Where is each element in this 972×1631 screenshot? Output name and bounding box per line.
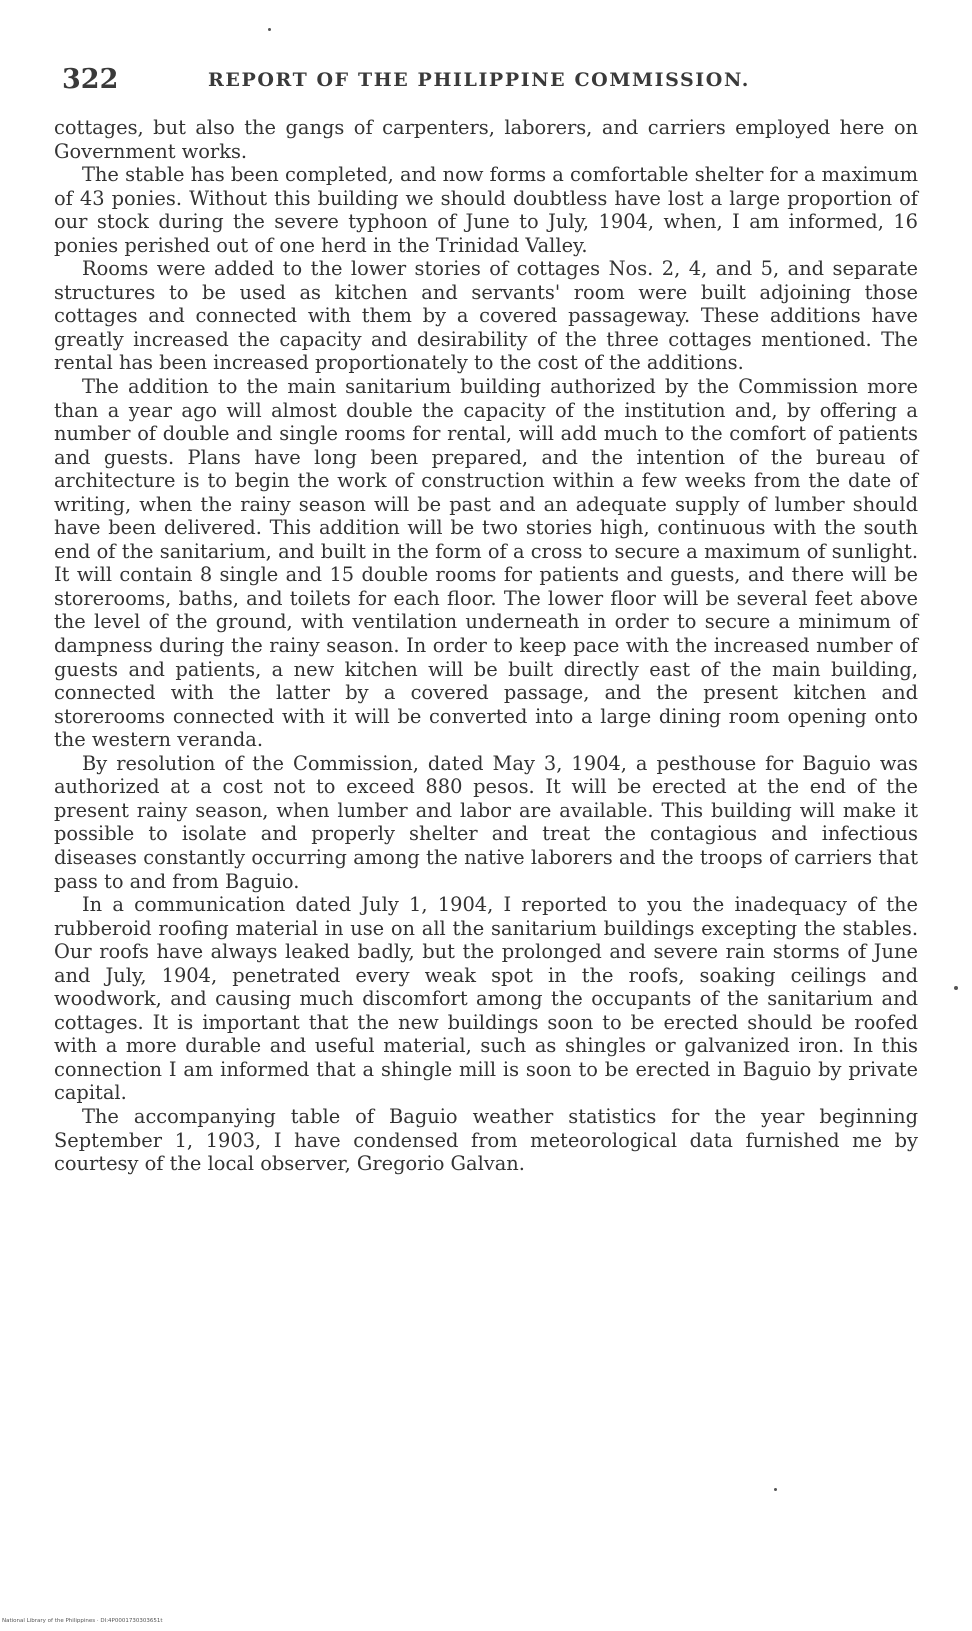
- body-text: [54, 116, 918, 1176]
- running-title: REPORT OF THE PHILIPPINE COMMISSION.: [208, 69, 750, 91]
- paragraph-sanitarium-addition: The addition to the main sanitarium building authorized by the Commission more than a year ago will almost double the capacity of the institution and, by offering a number of double and single rooms for rental, will add much to the comfort of patients and guests. Plans have long been prepared, and the intention of the bureau of architecture is to begin the work of construction within a few weeks from the date of writing, when the rainy season will be past and an adequate supply of lumber should have been delivered. This addition will be two stories high, continuous with the south end of the sanitarium, and built in the form of a cross to secure a maximum of sunlight. It will contain 8 single and 15 double rooms for patients and guests, and there will be storerooms, baths, and toilets for each floor. The lower floor will be several feet above the level of the ground, with ventilation underneath in order to secure a minimum of dampness during the rainy season. In order to keep pace with the increased number of guests and patients, a new kitchen will be built directly east of the main building, connected with the latter by a covered passage, and the present kitchen and storerooms connected with it will be converted into a large dining room opening onto the western veranda.: [54, 375, 918, 752]
- paragraph-roofing: In a communication dated July 1, 1904, I reported to you the inadequacy of the rubberoid roofing material in use on all the sanitarium buildings excepting the stables. Our roofs have always leaked badly, but the prolonged and severe rain storms of June and July, 1904, penetrated every weak spot in the roofs, soaking ceilings and woodwork, and causing much discomfort among the occupants of the sanitarium and cottages. It is important that the new buildings soon to be erected should be roofed with a more durable and useful material, such as shingles or galvanized iron. In this connection I am informed that a shingle mill is soon to be erected in Baguio by private capital.: [54, 893, 918, 1105]
- paragraph-continuation: cottages, but also the gangs of carpenters, laborers, and carriers employed here on Government works.: [54, 116, 918, 163]
- paragraph-weather-table: The accompanying table of Baguio weather statistics for the year beginning September 1, 1903, I have condensed from meteorological data furnished me by courtesy of the local observer, Gregorio Galvan.: [54, 1104, 918, 1176]
- running-head: [62, 64, 914, 98]
- page-number: 322: [62, 64, 119, 95]
- scan-speck: [774, 1488, 777, 1491]
- scan-credit: National Library of the Philippines · DI:4P0001730303651t: [2, 1618, 163, 1624]
- scan-speck: [954, 986, 958, 990]
- paragraph-cottages: Rooms were added to the lower stories of cottages Nos. 2, 4, and 5, and separate structures to be used as kitchen and servants' room were built adjoining those cottages and connected with them by a covered passageway. These additions have greatly increased the capacity and desirability of the three cottages mentioned. The rental has been increased proportionately to the cost of the additions.: [54, 257, 918, 375]
- scan-speck: [268, 28, 271, 31]
- paragraph-stable: The stable has been completed, and now forms a comfortable shelter for a maximum of 43 ponies. Without this building we should doubtless have lost a large proportion of our stock during the severe typhoon of June to July, 1904, when, I am informed, 16 ponies perished out of one herd in the Trinidad Valley.: [54, 163, 918, 257]
- paragraph-pesthouse: By resolution of the Commission, dated May 3, 1904, a pesthouse for Baguio was authorized at a cost not to exceed 880 pesos. It will be erected at the end of the present rainy season, when lumber and labor are available. This building will make it possible to isolate and properly shelter and treat the contagious and infectious diseases constantly occurring among the native laborers and the troops of carriers that pass to and from Baguio.: [54, 751, 918, 893]
